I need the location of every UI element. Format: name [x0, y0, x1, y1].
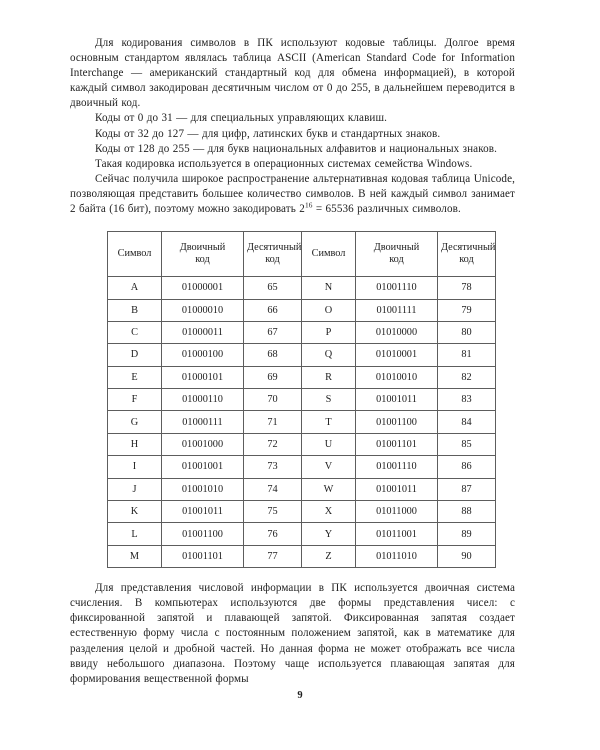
table-row — [108, 344, 496, 366]
cell-binary-1: 01000110 — [162, 389, 244, 411]
header-line-2: код — [389, 254, 404, 266]
table-row — [108, 456, 496, 478]
cell-symbol-1: K — [108, 501, 162, 523]
cell-decimal-1: 69 — [244, 366, 302, 388]
cell-decimal-2: 78 — [438, 277, 496, 299]
cell-decimal-2: 83 — [438, 389, 496, 411]
table-row — [108, 478, 496, 500]
header-line-1: Символ — [117, 247, 152, 259]
cell-symbol-2: Y — [302, 523, 356, 545]
table-row — [108, 523, 496, 545]
cell-decimal-1: 75 — [244, 501, 302, 523]
table-row — [108, 501, 496, 523]
table-body — [108, 277, 496, 568]
paragraph-unicode — [70, 172, 515, 217]
cell-decimal-1: 68 — [244, 344, 302, 366]
cell-binary-1: 01001000 — [162, 433, 244, 455]
cell-symbol-2: P — [302, 321, 356, 343]
cell-symbol-2: X — [302, 501, 356, 523]
paragraph-codes-32-127: Коды от 32 до 127 — для цифр, латинских букв и стандартных знаков. — [95, 127, 441, 140]
cell-symbol-1: F — [108, 389, 162, 411]
header-line-2: код — [459, 254, 474, 266]
cell-binary-2: 01001011 — [356, 389, 438, 411]
cell-binary-1: 01000011 — [162, 321, 244, 343]
cell-decimal-2: 88 — [438, 501, 496, 523]
cell-binary-2: 01010001 — [356, 344, 438, 366]
cell-symbol-2: W — [302, 478, 356, 500]
cell-binary-1: 01000001 — [162, 277, 244, 299]
table-row — [108, 411, 496, 433]
cell-decimal-2: 89 — [438, 523, 496, 545]
paragraph-windows-encoding: Такая кодировка используется в операционных системах семейства Windows. — [95, 157, 473, 170]
ascii-table-wrapper — [107, 231, 510, 568]
cell-binary-2: 01001110 — [356, 456, 438, 478]
ascii-code-table — [107, 231, 496, 568]
cell-decimal-1: 72 — [244, 433, 302, 455]
table-row — [108, 433, 496, 455]
cell-binary-2: 01011001 — [356, 523, 438, 545]
table-row — [108, 389, 496, 411]
cell-decimal-1: 71 — [244, 411, 302, 433]
column-header-binary-2 — [356, 232, 438, 277]
cell-binary-2: 01011000 — [356, 501, 438, 523]
cell-binary-2: 01001011 — [356, 478, 438, 500]
cell-binary-2: 01001101 — [356, 433, 438, 455]
header-line-1: Десятичный — [441, 241, 496, 253]
header-line-2: код — [195, 254, 210, 266]
column-header-symbol-2 — [302, 232, 356, 277]
paragraph-number-representation: Для представления числовой информации в ПК используется двоичная система счисления. В компьютерах используются две формы представления чисел: с фиксированной запятой и плавающей запятой. Фиксированная запятая создает естественную форму числа с постоянным положением запятой, как в математике для разделения целой и дробной частей. Но данная форма не может отображать все числа ввиду небольшого диапазона. Поэтому чаще используется плавающая запятая для формирования вещественной формы — [70, 582, 515, 685]
cell-symbol-2: R — [302, 366, 356, 388]
column-header-decimal-1 — [244, 232, 302, 277]
header-line-2: код — [265, 254, 280, 266]
cell-decimal-2: 84 — [438, 411, 496, 433]
table-row — [108, 277, 496, 299]
cell-decimal-2: 86 — [438, 456, 496, 478]
cell-decimal-2: 79 — [438, 299, 496, 321]
cell-symbol-2: Z — [302, 545, 356, 567]
paragraph-ascii-intro: Для кодирования символов в ПК используют кодовые таблицы. Долгое время основным стандартом являлась таблица ASCII (American Standard Code for Information Interchange — американский стандартный код для обмена информацией), в которой каждый символ закодирован десятичным числом от 0 до 255, в дальнейшем переводится в двоичный код. — [70, 37, 515, 110]
column-header-binary-1 — [162, 232, 244, 277]
cell-symbol-1: E — [108, 366, 162, 388]
unicode-text-after: = 65536 различных символов. — [312, 203, 461, 216]
cell-binary-1: 01000111 — [162, 411, 244, 433]
cell-symbol-1: C — [108, 321, 162, 343]
cell-symbol-1: I — [108, 456, 162, 478]
cell-symbol-2: Q — [302, 344, 356, 366]
page-number: 9 — [297, 690, 303, 701]
cell-binary-2: 01010010 — [356, 366, 438, 388]
top-text-block — [70, 36, 515, 217]
cell-symbol-2: S — [302, 389, 356, 411]
table-header-row — [108, 232, 496, 277]
header-line-1: Символ — [311, 247, 346, 259]
table-head — [108, 232, 496, 277]
cell-symbol-1: D — [108, 344, 162, 366]
cell-decimal-1: 73 — [244, 456, 302, 478]
table-row — [108, 321, 496, 343]
column-header-symbol-1 — [108, 232, 162, 277]
cell-symbol-2: O — [302, 299, 356, 321]
cell-decimal-1: 76 — [244, 523, 302, 545]
bottom-text-block — [70, 581, 515, 687]
cell-symbol-1: L — [108, 523, 162, 545]
cell-decimal-2: 90 — [438, 545, 496, 567]
cell-decimal-1: 66 — [244, 299, 302, 321]
column-header-decimal-2 — [438, 232, 496, 277]
cell-decimal-2: 81 — [438, 344, 496, 366]
paragraph-codes-0-31: Коды от 0 до 31 — для специальных управляющих клавиш. — [95, 112, 388, 125]
cell-binary-2: 01001100 — [356, 411, 438, 433]
cell-symbol-1: G — [108, 411, 162, 433]
cell-binary-2: 01001110 — [356, 277, 438, 299]
header-line-1: Двоичный — [373, 241, 420, 253]
cell-symbol-1: J — [108, 478, 162, 500]
table-row — [108, 299, 496, 321]
cell-binary-1: 01001011 — [162, 501, 244, 523]
cell-decimal-2: 80 — [438, 321, 496, 343]
cell-symbol-1: B — [108, 299, 162, 321]
unicode-text-before: Сейчас получила широкое распространение альтернативная кодовая таблица Unicode, позволяющая представить большее количество символов. В ней каждый символ занимает 2 байта (16 бит), поэтому можно закодировать — [70, 172, 515, 216]
cell-decimal-2: 85 — [438, 433, 496, 455]
cell-symbol-2: V — [302, 456, 356, 478]
header-line-1: Двоичный — [179, 241, 226, 253]
cell-binary-1: 01000100 — [162, 344, 244, 366]
cell-symbol-2: N — [302, 277, 356, 299]
header-line-1: Десятичный — [247, 241, 302, 253]
cell-decimal-1: 70 — [244, 389, 302, 411]
cell-binary-2: 01001111 — [356, 299, 438, 321]
cell-symbol-1: H — [108, 433, 162, 455]
cell-decimal-1: 74 — [244, 478, 302, 500]
formula-exponent: 16 — [304, 200, 313, 210]
table-row — [108, 366, 496, 388]
cell-symbol-1: A — [108, 277, 162, 299]
cell-symbol-2: T — [302, 411, 356, 433]
cell-binary-1: 01001101 — [162, 545, 244, 567]
cell-binary-2: 01011010 — [356, 545, 438, 567]
cell-decimal-2: 82 — [438, 366, 496, 388]
cell-decimal-1: 65 — [244, 277, 302, 299]
cell-binary-1: 01000101 — [162, 366, 244, 388]
cell-binary-2: 01010000 — [356, 321, 438, 343]
cell-binary-1: 01000010 — [162, 299, 244, 321]
cell-decimal-1: 67 — [244, 321, 302, 343]
cell-symbol-2: U — [302, 433, 356, 455]
paragraph-codes-128-255: Коды от 128 до 255 — для букв национальных алфавитов и национальных знаков. — [95, 142, 498, 155]
formula-base: 2 — [299, 203, 305, 216]
cell-decimal-2: 87 — [438, 478, 496, 500]
cell-binary-1: 01001010 — [162, 478, 244, 500]
cell-symbol-1: M — [108, 545, 162, 567]
table-row — [108, 545, 496, 567]
cell-binary-1: 01001001 — [162, 456, 244, 478]
cell-decimal-1: 77 — [244, 545, 302, 567]
cell-binary-1: 01001100 — [162, 523, 244, 545]
